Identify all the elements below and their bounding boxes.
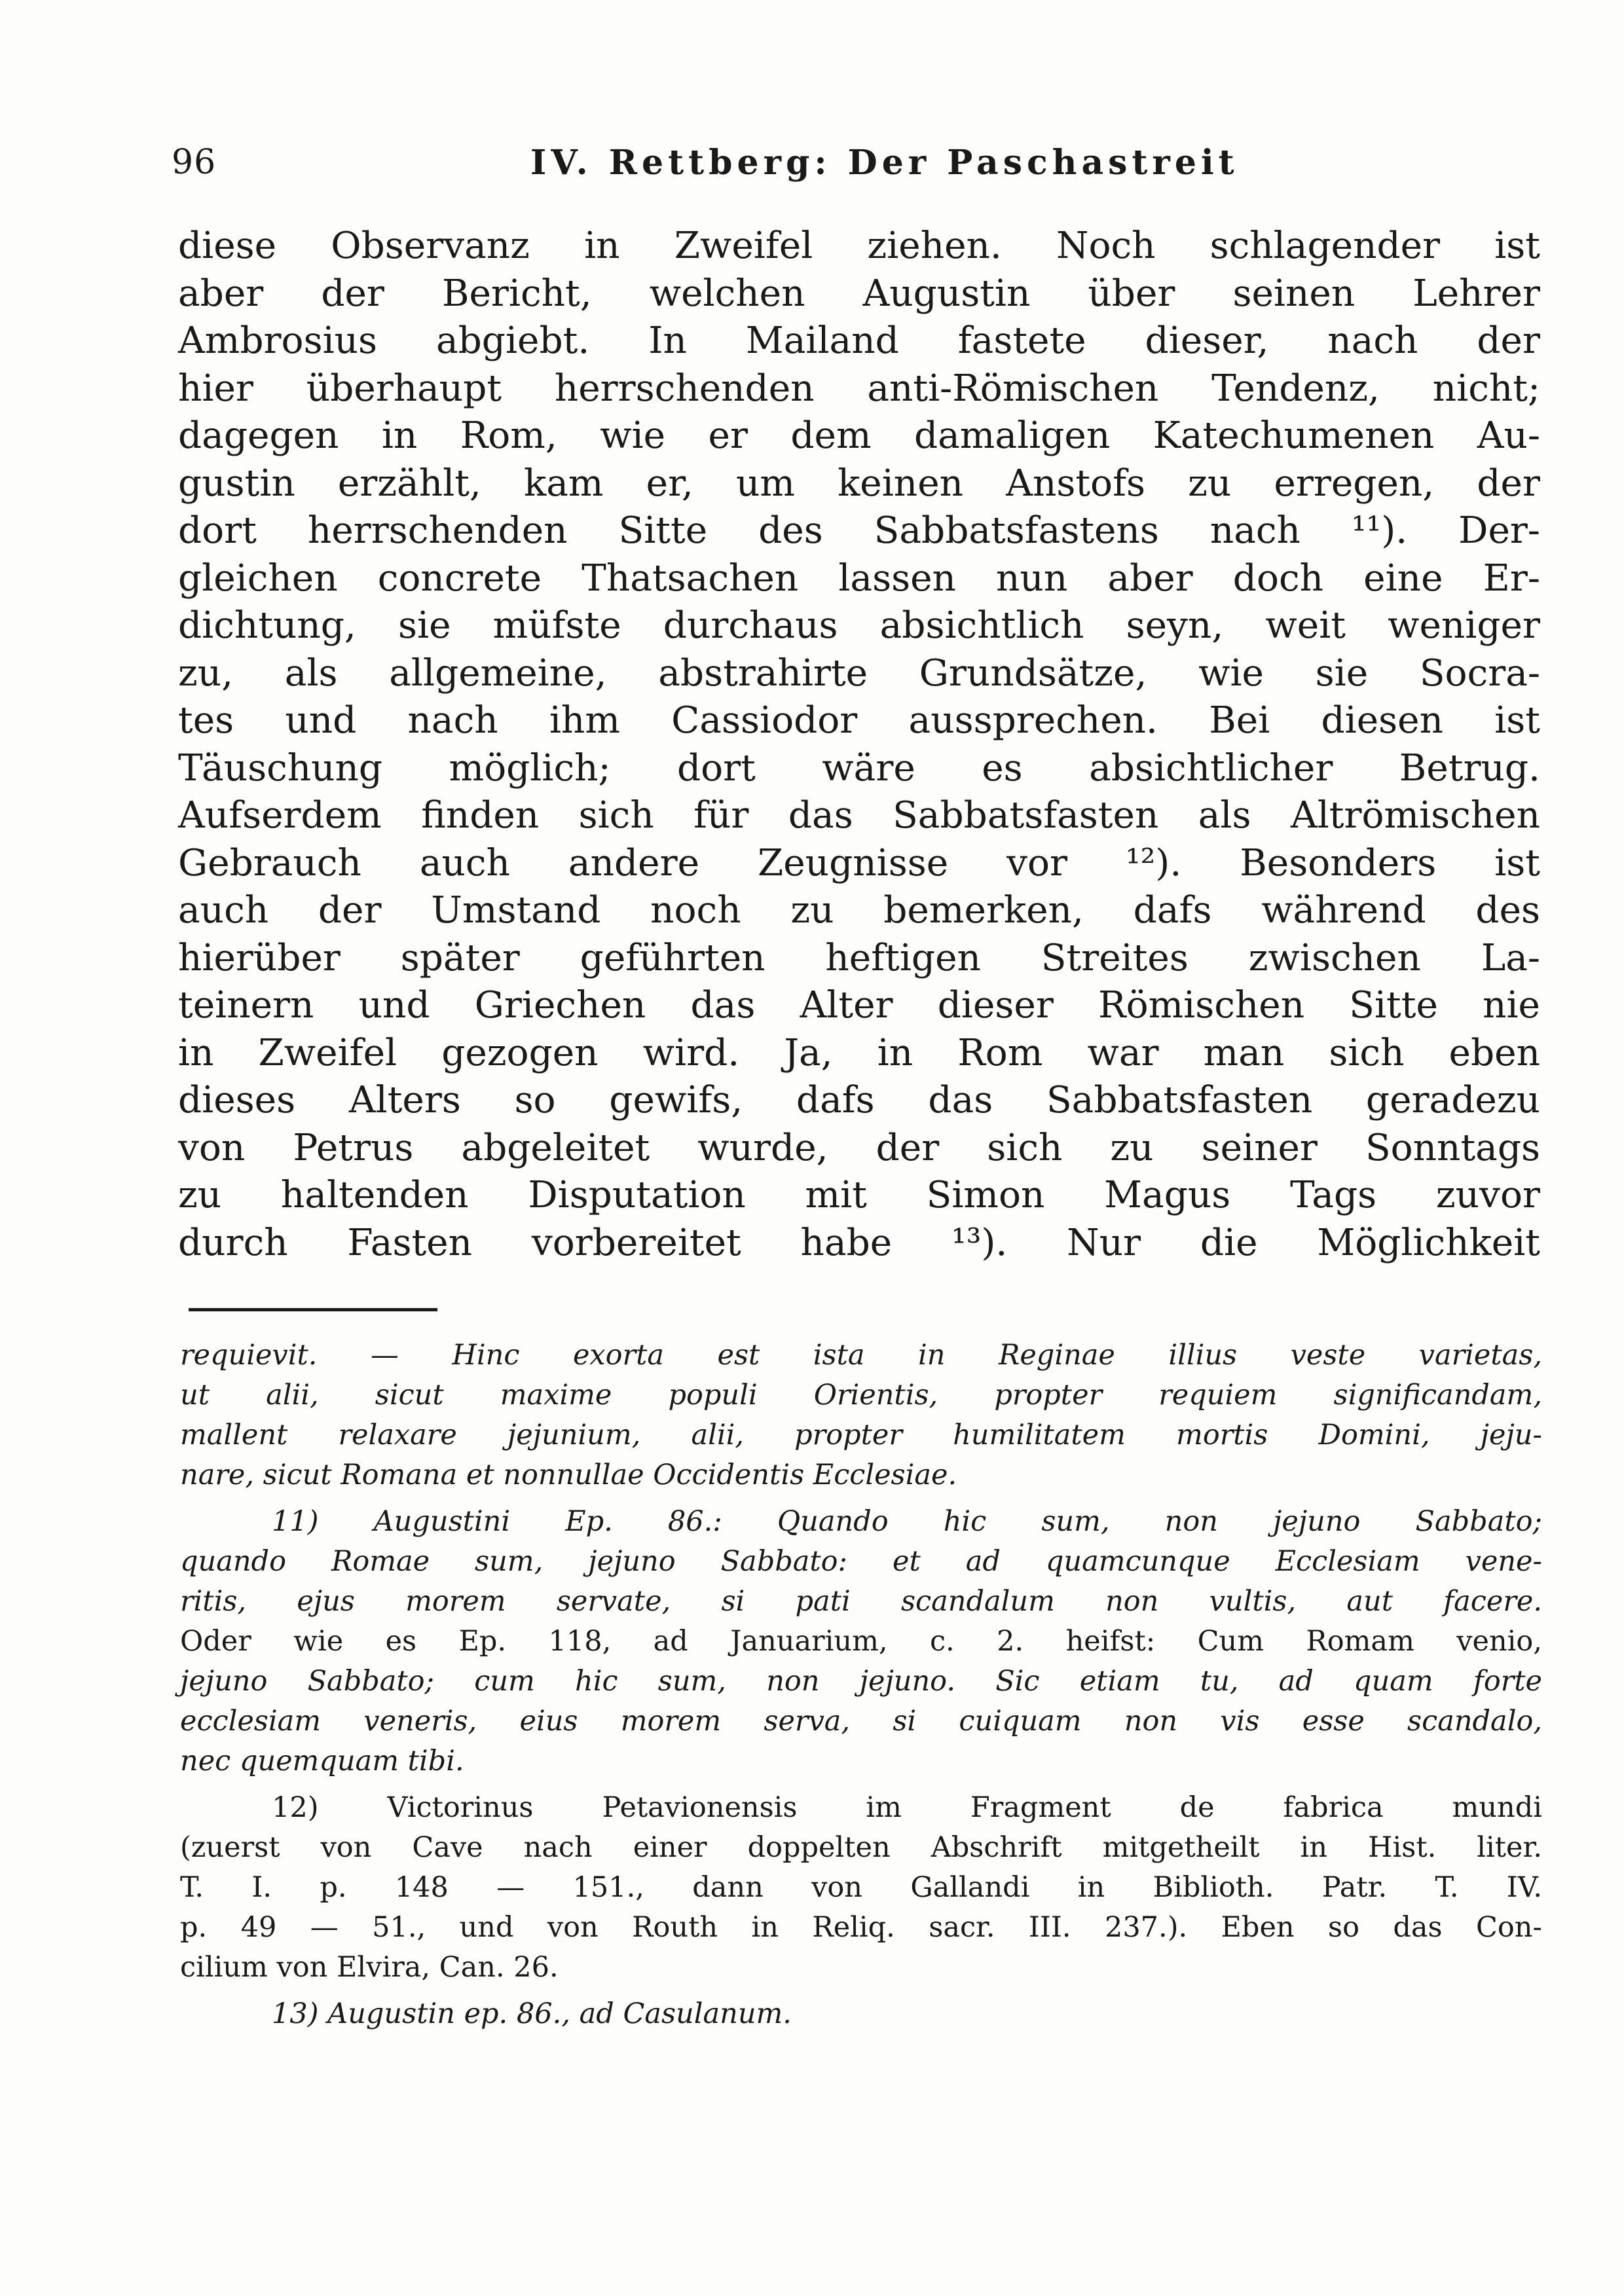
- text-line: dagegen in Rom, wie er dem damaligen Katechumenen Au-: [178, 414, 1540, 457]
- text-line: durch Fasten vorbereitet habe ¹³). Nur die Möglichkeit: [178, 1221, 1540, 1264]
- footnote-line: ritis, ejus morem servate, si pati scandalum non vultis, aut facere.: [180, 1585, 1542, 1618]
- text-line: dort herrschenden Sitte des Sabbatsfastens nach ¹¹). Der-: [178, 509, 1540, 552]
- footnotes: [180, 1336, 1542, 2034]
- text-line: zu, als allgemeine, abstrahirte Grundsätze, wie sie Socra-: [178, 651, 1540, 695]
- footnote-continuation: [180, 1336, 1542, 1495]
- page-number: 96: [172, 143, 217, 182]
- text-line: diese Observanz in Zweifel ziehen. Noch schlagender ist: [178, 225, 1540, 267]
- text-line: von Petrus abgeleitet wurde, der sich zu seiner Sonntags: [178, 1126, 1540, 1169]
- text-line: in Zweifel gezogen wird. Ja, in Rom war man sich eben: [178, 1031, 1540, 1074]
- text-line: hier überhaupt herrschenden anti-Römischen Tendenz, nicht;: [178, 367, 1540, 410]
- text-line: Ambrosius abgiebt. In Mailand fastete dieser, nach der: [178, 319, 1540, 362]
- footnote-line: 13) Augustin ep. 86., ad Casulanum.: [272, 1997, 792, 2030]
- page-header: [164, 143, 1545, 195]
- text-line: aber der Bericht, welchen Augustin über seinen Lehrer: [178, 272, 1540, 315]
- text-line: auch der Umstand noch zu bemerken, dafs während des: [178, 889, 1540, 932]
- text-line: Aufserdem finden sich für das Sabbatsfasten als Altrömischen: [178, 794, 1540, 837]
- footnote-line: mallent relaxare jejunium, alii, propter humilitatem mortis Domini, jeju-: [180, 1419, 1542, 1451]
- footnote-line: nare, sicut Romana et nonnullae Occidentis Ecclesiae.: [180, 1459, 957, 1491]
- text-line: dieses Alters so gewifs, dafs das Sabbatsfasten geradezu: [178, 1079, 1540, 1121]
- footnote-line: ecclesiam veneris, eius morem serva, si cuiquam non vis esse scandalo,: [180, 1705, 1542, 1738]
- footnote-12: [180, 1788, 1542, 1988]
- text-line: gustin erzählt, kam er, um keinen Anstofs zu erregen, der: [178, 462, 1540, 505]
- footnote-line: requievit. — Hinc exorta est ista in Reginae illius veste varietas,: [180, 1339, 1542, 1372]
- footnote-line: quando Romae sum, jejuno Sabbato: et ad quamcunque Ecclesiam vene-: [180, 1545, 1542, 1578]
- footnote-13: [180, 1994, 1542, 2034]
- running-head: IV. Rettberg: Der Paschastreit: [530, 143, 1239, 183]
- main-text: [178, 223, 1540, 1267]
- footnote-separator: [189, 1308, 437, 1311]
- text-line: Täuschung möglich; dort wäre es absichtlicher Betrug.: [178, 746, 1540, 790]
- text-line: gleichen concrete Thatsachen lassen nun aber doch eine Er-: [178, 556, 1540, 600]
- footnote-line: p. 49 — 51., und von Routh in Reliq. sacr. III. 237.). Eben so das Con-: [180, 1911, 1542, 1944]
- text-line: tes und nach ihm Cassiodor aussprechen. Bei diesen ist: [178, 699, 1540, 742]
- footnote-line: cilium von Elvira, Can. 26.: [180, 1951, 559, 1984]
- footnote-line: ut alii, sicut maxime populi Orientis, propter requiem significandam,: [180, 1379, 1542, 1412]
- text-line: teinern und Griechen das Alter dieser Römischen Sitte nie: [178, 984, 1540, 1027]
- footnote-line: 11) Augustini Ep. 86.: Quando hic sum, non jejuno Sabbato;: [272, 1505, 1542, 1538]
- text-line: Gebrauch auch andere Zeugnisse vor ¹²). Besonders ist: [178, 841, 1540, 884]
- footnote-line: T. I. p. 148 — 151., dann von Gallandi in Biblioth. Patr. T. IV.: [180, 1871, 1542, 1904]
- footnote-line: 12) Victorinus Petavionensis im Fragment de fabrica mundi: [272, 1791, 1542, 1824]
- text-line: hierüber später geführten heftigen Streites zwischen La-: [178, 936, 1540, 979]
- footnote-line: Oder wie es Ep. 118, ad Januarium, c. 2. heifst: Cum Romam venio,: [180, 1625, 1542, 1658]
- footnote-line: nec quemquam tibi.: [180, 1745, 464, 1777]
- footnote-line: (zuerst von Cave nach einer doppelten Abschrift mitgetheilt in Hist. liter.: [180, 1831, 1542, 1864]
- text-line: zu haltenden Disputation mit Simon Magus Tags zuvor: [178, 1174, 1540, 1216]
- footnote-line: jejuno Sabbato; cum hic sum, non jejuno. Sic etiam tu, ad quam forte: [180, 1665, 1542, 1698]
- text-line: dichtung, sie müfste durchaus absichtlich seyn, weit weniger: [178, 604, 1540, 647]
- footnote-11: [180, 1502, 1542, 1781]
